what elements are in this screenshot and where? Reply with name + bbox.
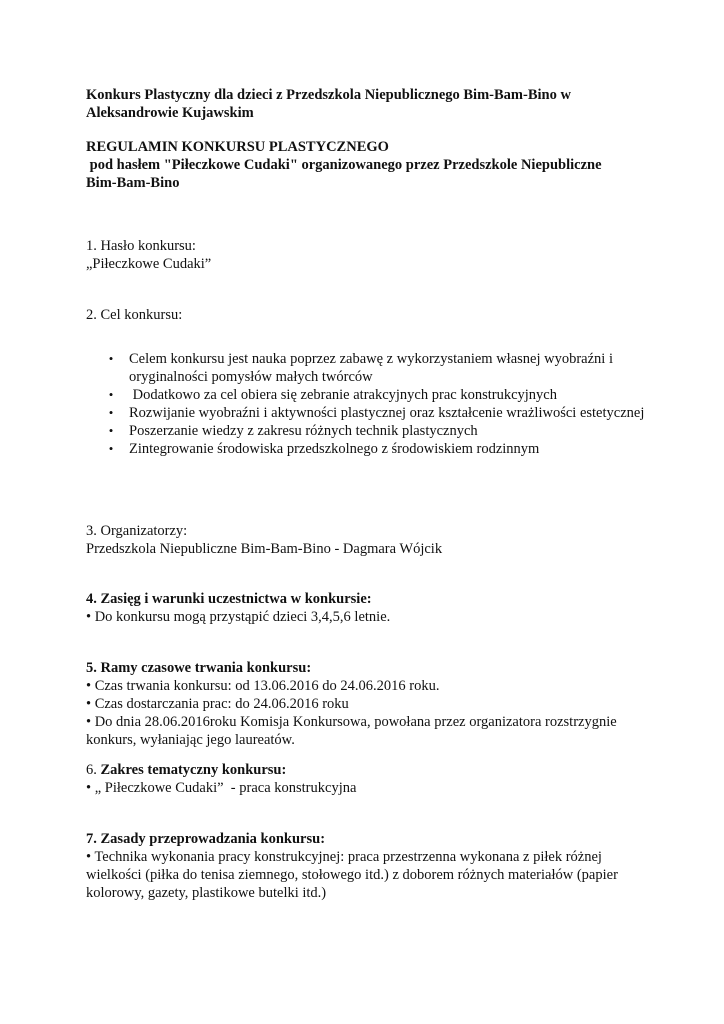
document-header: [86, 86, 646, 122]
regulamin-title-block: [86, 138, 646, 192]
objective-text: Celem konkursu jest nauka poprzez zabawę z wykorzystaniem własnej wyobraźni i oryginalności pomysłów małych twórców: [129, 351, 613, 385]
section-6-item: • „ Piłeczkowe Cudaki” - praca konstrukcyjna: [86, 780, 357, 796]
header-line-2: Aleksandrowie Kujawskim: [86, 105, 254, 121]
objectives-list: [86, 350, 646, 458]
objective-text: Zintegrowanie środowiska przedszkolnego z środowiskiem rodzinnym: [129, 441, 540, 457]
list-item: [86, 386, 646, 404]
list-item: [86, 422, 646, 440]
section-7-item: • Technika wykonania pracy konstrukcyjnej: praca przestrzenna wykonana z piłek różnej wielkości (piłka do tenisa ziemnego, stołowego itd.) z doborem różnych materiałów (papier kolorowy, gazety, plastikowe butelki itd.): [86, 849, 618, 901]
section-2-list-block: [86, 350, 646, 458]
section-4-item: • Do konkursu mogą przystąpić dzieci 3,4,5,6 letnie.: [86, 609, 391, 625]
section-6-heading: [86, 761, 646, 779]
bullet-icon: •: [108, 387, 114, 402]
objective-text: Rozwijanie wyobraźni i aktywności plastycznej oraz kształcenie wrażliwości estetycznej: [129, 405, 645, 421]
bullet-icon: •: [108, 441, 114, 456]
bullet-icon: •: [108, 351, 114, 366]
section-5-item: • Czas dostarczania prac: do 24.06.2016 roku: [86, 696, 349, 712]
section-1: [86, 237, 646, 273]
objective-text: Poszerzanie wiedzy z zakresu różnych technik plastycznych: [129, 423, 478, 439]
list-item: [86, 350, 646, 386]
section-4: [86, 590, 646, 626]
section-2-heading-block: [86, 306, 646, 324]
regulamin-subtitle-1: pod hasłem "Piłeczkowe Cudaki" organizowanego przez Przedszkole Niepubliczne: [86, 157, 602, 173]
section-6-number: 6.: [86, 762, 101, 778]
section-1-heading: 1. Hasło konkursu:: [86, 238, 196, 254]
regulamin-title: REGULAMIN KONKURSU PLASTYCZNEGO: [86, 139, 389, 155]
section-4-heading: 4. Zasięg i warunki uczestnictwa w konkursie:: [86, 591, 372, 607]
list-item: [86, 404, 646, 422]
section-7-heading: 7. Zasady przeprowadzania konkursu:: [86, 831, 326, 847]
bullet-icon: •: [108, 423, 114, 438]
objective-text: Dodatkowo za cel obiera się zebranie atrakcyjnych prac konstrukcyjnych: [129, 387, 557, 403]
section-6-title: Zakres tematyczny konkursu:: [100, 762, 287, 778]
section-1-text: „Piłeczkowe Cudaki”: [86, 256, 212, 272]
section-5: [86, 659, 646, 749]
bullet-icon: •: [108, 405, 114, 420]
section-2-heading: 2. Cel konkursu:: [86, 307, 183, 323]
regulamin-subtitle-2: Bim-Bam-Bino: [86, 175, 180, 191]
list-item: [86, 440, 646, 458]
section-3: [86, 522, 646, 558]
section-3-text: Przedszkola Niepubliczne Bim-Bam-Bino - Dagmara Wójcik: [86, 541, 443, 557]
document-page: [86, 0, 646, 1024]
section-5-item: • Czas trwania konkursu: od 13.06.2016 do 24.06.2016 roku.: [86, 678, 440, 694]
section-6: [86, 761, 646, 797]
section-5-item: • Do dnia 28.06.2016roku Komisja Konkursowa, powołana przez organizatora rozstrzygnie konkurs, wyłaniając jego laureatów.: [86, 714, 617, 748]
header-line-1: Konkurs Plastyczny dla dzieci z Przedszkola Niepublicznego Bim-Bam-Bino w: [86, 87, 571, 103]
section-3-heading: 3. Organizatorzy:: [86, 523, 188, 539]
section-5-heading: 5. Ramy czasowe trwania konkursu:: [86, 660, 312, 676]
section-7: [86, 830, 646, 902]
